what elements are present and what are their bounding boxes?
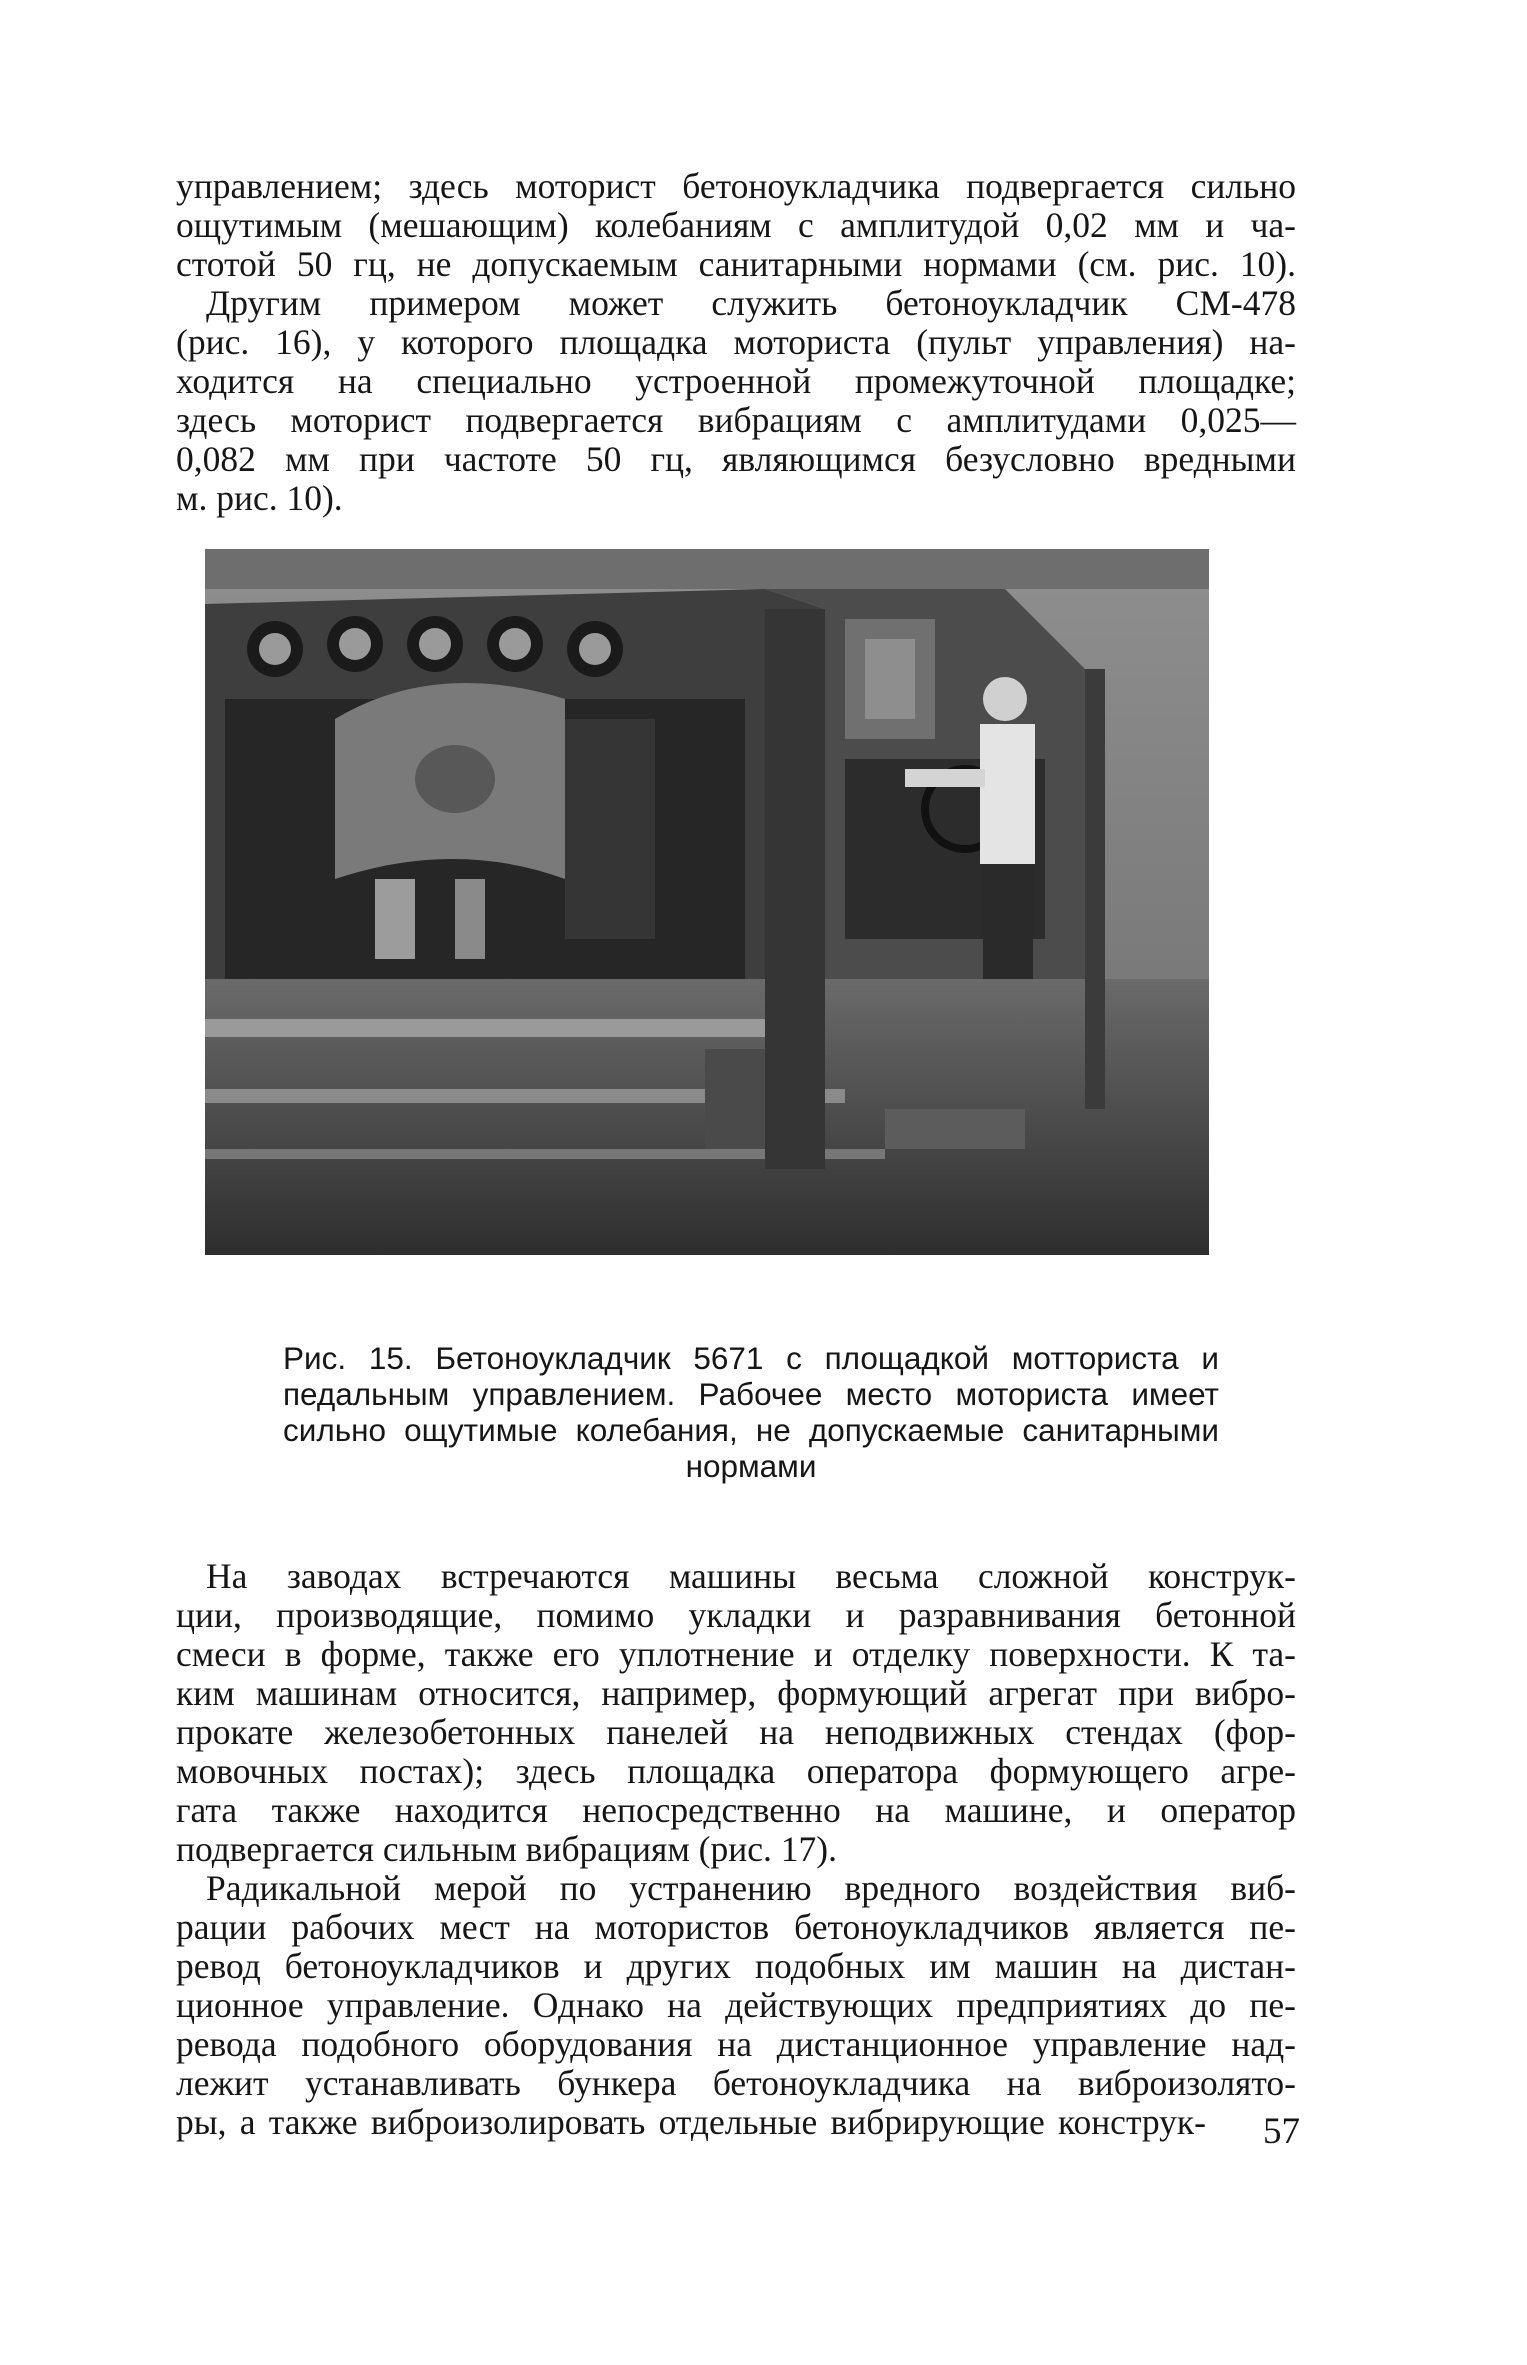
text-line: (рис. 16), у которого площадка моториста (пульт управления) на- — [176, 322, 1296, 362]
text-line: ощутимым (мешающим) колебаниям с амплитудой 0,02 мм и ча- — [176, 205, 1296, 245]
text-line: ры, а также виброизолировать отдельные вибрирующие конструк- — [176, 2102, 1206, 2142]
concrete-spreader-photo — [205, 549, 1209, 1255]
text-line: 0,082 мм при частоте 50 гц, являющимся безусловно вредными — [176, 439, 1296, 479]
text-line: м. рис. 10). — [176, 478, 343, 518]
figure-caption-line: нормами — [685, 1448, 817, 1484]
figure-caption-line: педальным управлением. Рабочее место моториста имеет — [283, 1376, 1219, 1412]
text-line: ревод бетоноукладчиков и других подобных им машин на дистан- — [176, 1946, 1296, 1986]
text-line: Радикальной мерой по устранению вредного воздействия виб- — [206, 1868, 1296, 1908]
text-line: ревода подобного оборудования на дистанционное управление над- — [176, 2024, 1296, 2064]
figure-caption-line: Рис. 15. Бетоноукладчик 5671 с площадкой мотториста и — [283, 1340, 1219, 1376]
page-number: 57 — [1263, 2111, 1300, 2152]
text-line: На заводах встречаются машины весьма сложной конструк- — [206, 1556, 1296, 1596]
text-line: подвергается сильным вибрациям (рис. 17). — [176, 1829, 837, 1869]
text-line: стотой 50 гц, не допускаемым санитарными нормами (см. рис. 10). — [176, 244, 1296, 284]
text-line: гата также находится непосредственно на машине, и оператор — [176, 1790, 1296, 1830]
text-line: мовочных постах); здесь площадка оператора формующего агре- — [176, 1751, 1296, 1791]
text-line: здесь моторист подвергается вибрациям с амплитудами 0,025— — [176, 400, 1296, 440]
text-line: управлением; здесь моторист бетоноукладчика подвергается сильно — [176, 166, 1296, 206]
text-line: Другим примером может служить бетоноукладчик СМ-478 — [206, 283, 1296, 323]
text-line: рации рабочих мест на мотористов бетоноукладчиков является пе- — [176, 1907, 1296, 1947]
text-line: прокате железобетонных панелей на неподвижных стендах (фор- — [176, 1712, 1296, 1752]
text-line: ции, производящие, помимо укладки и разравнивания бетонной — [176, 1595, 1296, 1635]
figure-caption-line: сильно ощутимые колебания, не допускаемые санитарными — [283, 1412, 1219, 1448]
text-line: ционное управление. Однако на действующих предприятиях до пе- — [176, 1985, 1296, 2025]
text-line: ходится на специально устроенной промежуточной площадке; — [176, 361, 1296, 401]
text-line: смеси в форме, также его уплотнение и отделку поверхности. К та- — [176, 1634, 1296, 1674]
text-line: ким машинам относится, например, формующий агрегат при вибро- — [176, 1673, 1296, 1713]
text-line: лежит устанавливать бункера бетоноукладчика на виброизолято- — [176, 2063, 1296, 2103]
